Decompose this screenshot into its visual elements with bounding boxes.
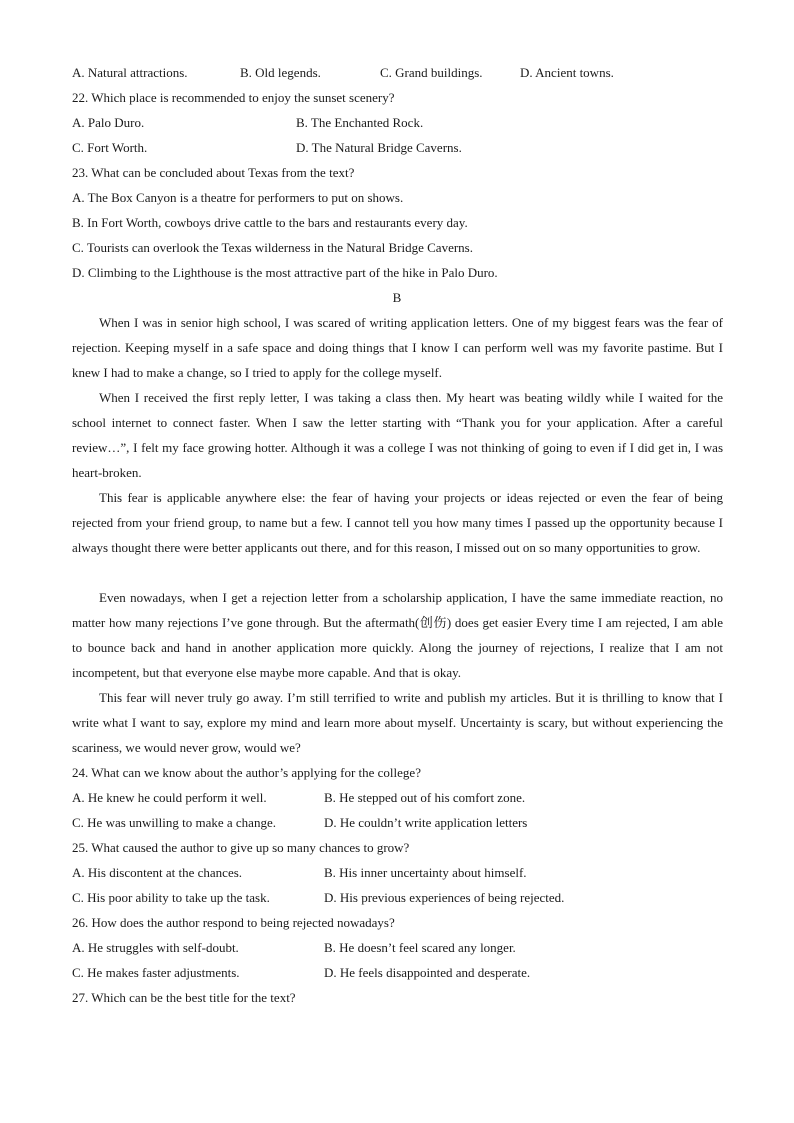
q26-options-row1 [72,935,723,960]
q24-option-a: A. He knew he could perform it well. [72,790,267,805]
q21-options [72,60,723,85]
q26-question: 26. How does the author respond to being rejected nowadays? [72,915,395,930]
q25-options-row1 [72,860,723,885]
q23-option-d: D. Climbing to the Lighthouse is the most attractive part of the hike in Palo Duro. [72,265,498,280]
q27-question: 27. Which can be the best title for the text? [72,990,296,1005]
passage-paragraph-2: When I received the first reply letter, I was taking a class then. My heart was beating wildly while I waited for the school internet to connect faster. When I saw the letter starting with “Thank you for your application. After a careful review…”, I felt my face growing hotter. Although it was a college I was not thinking of going to even if I did get in, I was heart-broken. [72,390,723,480]
q23-option-c: C. Tourists can overlook the Texas wilderness in the Natural Bridge Caverns. [72,240,473,255]
q26-option-d: D. He feels disappointed and desperate. [324,965,531,980]
q21-option-c: C. Grand buildings. [380,65,483,80]
q24-option-b: B. He stepped out of his comfort zone. [324,790,526,805]
q25-option-b: B. His inner uncertainty about himself. [324,865,527,880]
q22-options-row1 [72,110,723,135]
q26-option-c: C. He makes faster adjustments. [72,965,240,980]
q22-option-d: D. The Natural Bridge Caverns. [296,140,462,155]
q24-option-c: C. He was unwilling to make a change. [72,815,276,830]
passage-paragraph-5: This fear will never truly go away. I’m still terrified to write and publish my articles. But it is thrilling to know that I write what I want to say, explore my mind and learn more about myself. Uncertainty is scary, but without experiencing the scariness, we would never grow, would we? [72,690,723,755]
q25-option-a: A. His discontent at the chances. [72,865,243,880]
section-label: B [392,290,402,305]
q22-option-a: A. Palo Duro. [72,115,145,130]
q21-option-d: D. Ancient towns. [520,65,614,80]
q25-option-c: C. His poor ability to take up the task. [72,890,270,905]
q26-option-b: B. He doesn’t feel scared any longer. [324,940,516,955]
q24-options-row2 [72,810,723,835]
passage-paragraph-4: Even nowadays, when I get a rejection letter from a scholarship application, I have the same immediate reaction, no matter how many rejections I’ve gone through. But the aftermath(创伤) does get easier Every time I am rejected, I am able to bounce back and hand in another application more quickly. Along the journey of rejections, I realize that I am not incompetent, but that everyone else maybe more capable. And that is okay. [72,590,723,680]
passage-paragraph-1: When I was in senior high school, I was scared of writing application letters. One of my biggest fears was the fear of rejection. Keeping myself in a safe space and doing things that I know I can perform well was my favorite pastime. But I knew I had to make a change, so I tried to apply for the college myself. [72,315,723,380]
q24-question: 24. What can we know about the author’s applying for the college? [72,765,421,780]
q23-question: 23. What can be concluded about Texas from the text? [72,165,355,180]
q21-option-b: B. Old legends. [240,65,321,80]
q21-option-a: A. Natural attractions. [72,65,188,80]
q24-options-row1 [72,785,723,810]
q22-option-c: C. Fort Worth. [72,140,148,155]
passage-paragraph-3: This fear is applicable anywhere else: the fear of having your projects or ideas rejected or even the fear of being rejected from your friend group, to name but a few. I cannot tell you how many times I passed up the opportunity because I always thought there were better applicants out there, and for this reason, I missed out on so many opportunities to grow. [72,490,723,555]
q25-question: 25. What caused the author to give up so many chances to grow? [72,840,410,855]
q26-option-a: A. He struggles with self-doubt. [72,940,239,955]
q22-question: 22. Which place is recommended to enjoy the sunset scenery? [72,90,395,105]
q26-options-row2 [72,960,723,985]
q23-option-a: A. The Box Canyon is a theatre for performers to put on shows. [72,190,404,205]
q22-options-row2 [72,135,723,160]
q24-option-d: D. He couldn’t write application letters [324,815,528,830]
q25-options-row2 [72,885,723,910]
q23-option-b: B. In Fort Worth, cowboys drive cattle to the bars and restaurants every day. [72,215,468,230]
q22-option-b: B. The Enchanted Rock. [296,115,424,130]
q25-option-d: D. His previous experiences of being rejected. [324,890,565,905]
